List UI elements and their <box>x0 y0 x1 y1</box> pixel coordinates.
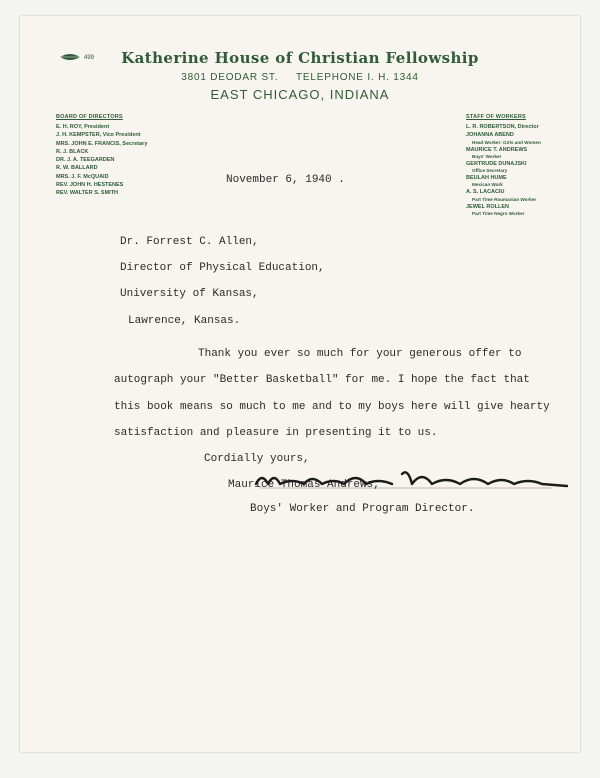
body-line: Thank you ever so much for your generous offer to <box>198 348 522 360</box>
body-line: this book means so much to me and to my boys here will give hearty <box>114 401 550 413</box>
director-item: REV. JOHN H. HESTENES <box>56 182 124 189</box>
staff-of-workers <box>466 114 576 217</box>
staff-title: STAFF OF WORKERS <box>466 114 526 120</box>
staff-role: Office Secretary <box>472 168 508 174</box>
handwritten-signature <box>252 464 577 494</box>
body-line: satisfaction and pleasure in presenting it to us. <box>114 427 438 439</box>
staff-role: Head Worker: Girls and Women <box>472 139 541 145</box>
staff-name: JOHANNA ABEND <box>466 132 514 139</box>
director-item: J. H. KEMPSTER, Vice President <box>56 132 141 139</box>
letter-date: November 6, 1940 . <box>226 174 345 186</box>
letter-page <box>20 16 580 752</box>
director-item: MRS. J. F. McQUAID <box>56 173 109 180</box>
signer-title: Boys' Worker and Program Director. <box>250 503 475 515</box>
closing: Cordially yours, <box>204 453 310 465</box>
org-address: 3801 DEODAR ST. TELEPHONE I. H. 1344 <box>181 72 419 83</box>
org-name: Katherine House of Christian Fellowship <box>121 49 479 67</box>
body-line: autograph your "Better Basketball" for me. I hope the fact that <box>114 374 530 386</box>
recipient-line: Director of Physical Education, <box>120 262 325 274</box>
staff-name: L. R. ROBERTSON, Director <box>466 124 539 130</box>
board-of-directors <box>56 114 206 198</box>
org-city: EAST CHICAGO, INDIANA <box>210 87 390 102</box>
staff-name: A. S. LACACIU <box>466 189 505 196</box>
director-item: REV. WALTER S. SMITH <box>56 190 119 197</box>
director-item: R. W. BALLARD <box>56 165 98 172</box>
director-item: E. H. ROY, President <box>56 124 110 130</box>
staff-name: BEULAH HUME <box>466 175 507 182</box>
recipient-line: Dr. Forrest C. Allen, <box>120 236 259 248</box>
staff-role: Part Time Negro Worker <box>472 211 525 217</box>
director-item: DR. J. A. TEEGARDEN <box>56 157 115 164</box>
directors-title: BOARD OF DIRECTORS <box>56 114 123 120</box>
logo-number: 499 <box>84 55 95 61</box>
director-item: MRS. JOHN E. FRANCIS, Secretary <box>56 140 148 147</box>
staff-name: MAURICE T. ANDREWS <box>466 146 528 153</box>
staff-role: Part Time Roumanian Worker <box>472 196 537 202</box>
staff-role: Mexican Work <box>472 182 503 188</box>
recipient-line: Lawrence, Kansas. <box>128 315 241 327</box>
signer-name: Maurice Thomas Andrews, <box>228 479 380 491</box>
staff-role: Boys' Worker <box>472 153 502 159</box>
staff-name: GERTRUDE DUNAJSKI <box>466 160 527 167</box>
staff-name: JEWEL ROLLEN <box>466 203 509 210</box>
recipient-line: University of Kansas, <box>120 288 259 300</box>
director-item: R. J. BLACK <box>56 148 89 155</box>
